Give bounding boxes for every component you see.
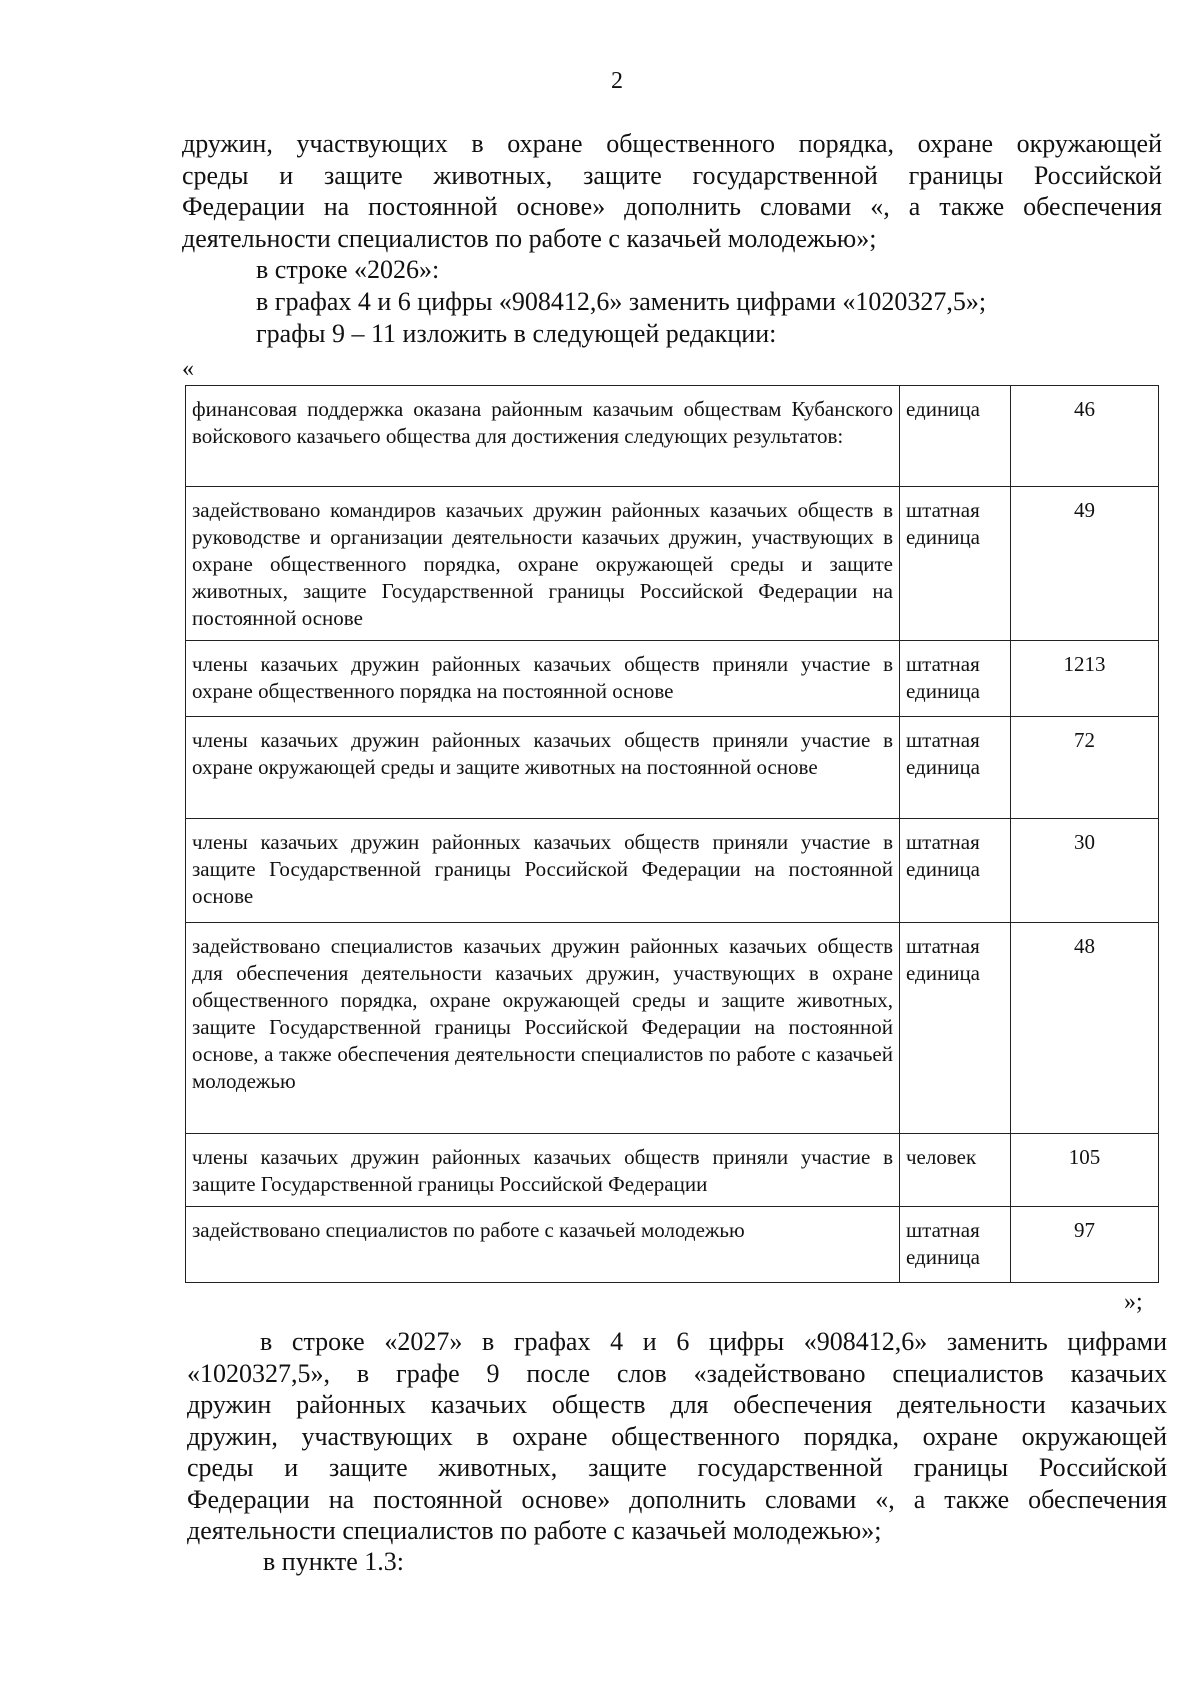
indicator-cell: задействовано специалистов по работе с казачьей молодежью [186, 1207, 900, 1283]
value-cell: 97 [1011, 1207, 1159, 1283]
results-table [185, 385, 1159, 1283]
row-2026-columns-text: графы 9 – 11 изложить в следующей редакции: [256, 319, 777, 348]
table-row [186, 819, 1159, 923]
text-line: «1020327,5», в графе 9 после слов «задействовано специалистов казачьих [187, 1358, 1167, 1388]
indicator-cell: задействовано специалистов казачьих дружин районных казачьих обществ для обеспечения деятельности казачьих дружин, участвующих в охране общественного порядка, охране окружающей среды и защите животных, защите Государственной границы Российской Федерации на постоянной основе, а также обеспечения деятельности специалистов по работе с казачьей молодежью [186, 923, 900, 1134]
indicator-cell: члены казачьих дружин районных казачьих обществ приняли участие в охране окружающей среды и защите животных на постоянной основе [186, 717, 900, 819]
text-line: в строке «2027» в графах 4 и 6 цифры «908412,6» заменить цифрами [260, 1327, 1167, 1356]
table-row [186, 717, 1159, 819]
page-number: 2 [611, 68, 623, 94]
unit-cell: единица [900, 386, 1011, 487]
value-cell: 105 [1011, 1134, 1159, 1207]
table-row [186, 641, 1159, 717]
table-row [186, 386, 1159, 487]
text-line: дружин районных казачьих обществ для обеспечения деятельности казачьих [187, 1390, 1167, 1419]
text-line: дружин, участвующих в охране общественного порядка, охране окружающей [187, 1421, 1167, 1451]
unit-cell: штатная единица [900, 641, 1011, 717]
indicator-cell: члены казачьих дружин районных казачьих обществ приняли участие в охране общественного порядка на постоянной основе [186, 641, 900, 717]
table-row [186, 1207, 1159, 1283]
table-row [186, 1134, 1159, 1207]
unit-cell: штатная единица [900, 487, 1011, 641]
value-cell: 72 [1011, 717, 1159, 819]
unit-cell: человек [900, 1134, 1011, 1207]
unit-cell: штатная единица [900, 923, 1011, 1134]
value-cell: 30 [1011, 819, 1159, 923]
intro-paragraph [182, 128, 1162, 254]
closing-quote: »; [1124, 1289, 1143, 1315]
text-line: среды и защите животных, защите государственной границы Российской [187, 1453, 1167, 1482]
table-row [186, 487, 1159, 641]
clause-1-3-heading: в пункте 1.3: [263, 1547, 405, 1576]
opening-quote: « [182, 356, 194, 382]
unit-cell: штатная единица [900, 717, 1011, 819]
indicator-cell: члены казачьих дружин районных казачьих обществ приняли участие в защите Государственной границы Российской Федерации [186, 1134, 900, 1207]
row-2026-replace-text: в графах 4 и 6 цифры «908412,6» заменить цифрами «1020327,5»; [256, 287, 987, 316]
unit-cell: штатная единица [900, 819, 1011, 923]
text-line: Федерации на постоянной основе» дополнить словами «, а также обеспечения [187, 1484, 1167, 1514]
text-line: деятельности специалистов по работе с казачьей молодежью»; [187, 1516, 882, 1545]
text-line: деятельности специалистов по работе с казачьей молодежью»; [182, 223, 877, 253]
row-2026-heading: в строке «2026»: [256, 255, 440, 284]
text-line: дружин, участвующих в охране общественного порядка, охране окружающей [182, 129, 1162, 158]
value-cell: 1213 [1011, 641, 1159, 717]
value-cell: 49 [1011, 487, 1159, 641]
value-cell: 48 [1011, 923, 1159, 1134]
unit-cell: штатная единица [900, 1207, 1011, 1283]
indicator-cell: финансовая поддержка оказана районным казачьим обществам Кубанского войскового казачьего общества для достижения следующих результатов: [186, 386, 900, 487]
table-row [186, 923, 1159, 1134]
indicator-cell: члены казачьих дружин районных казачьих обществ приняли участие в защите Государственной границы Российской Федерации на постоянной основе [186, 819, 900, 923]
text-line: среды и защите животных, защите государственной границы Российской [182, 160, 1162, 190]
row-2027-paragraph [187, 1326, 1167, 1547]
indicator-cell: задействовано командиров казачьих дружин районных казачьих обществ в руководстве и организации деятельности казачьих дружин, участвующих в охране общественного порядка, охране окружающей среды и защите животных, защите Государственной границы Российской Федерации на постоянной основе [186, 487, 900, 641]
value-cell: 46 [1011, 386, 1159, 487]
text-line: Федерации на постоянной основе» дополнить словами «, а также обеспечения [182, 192, 1162, 221]
